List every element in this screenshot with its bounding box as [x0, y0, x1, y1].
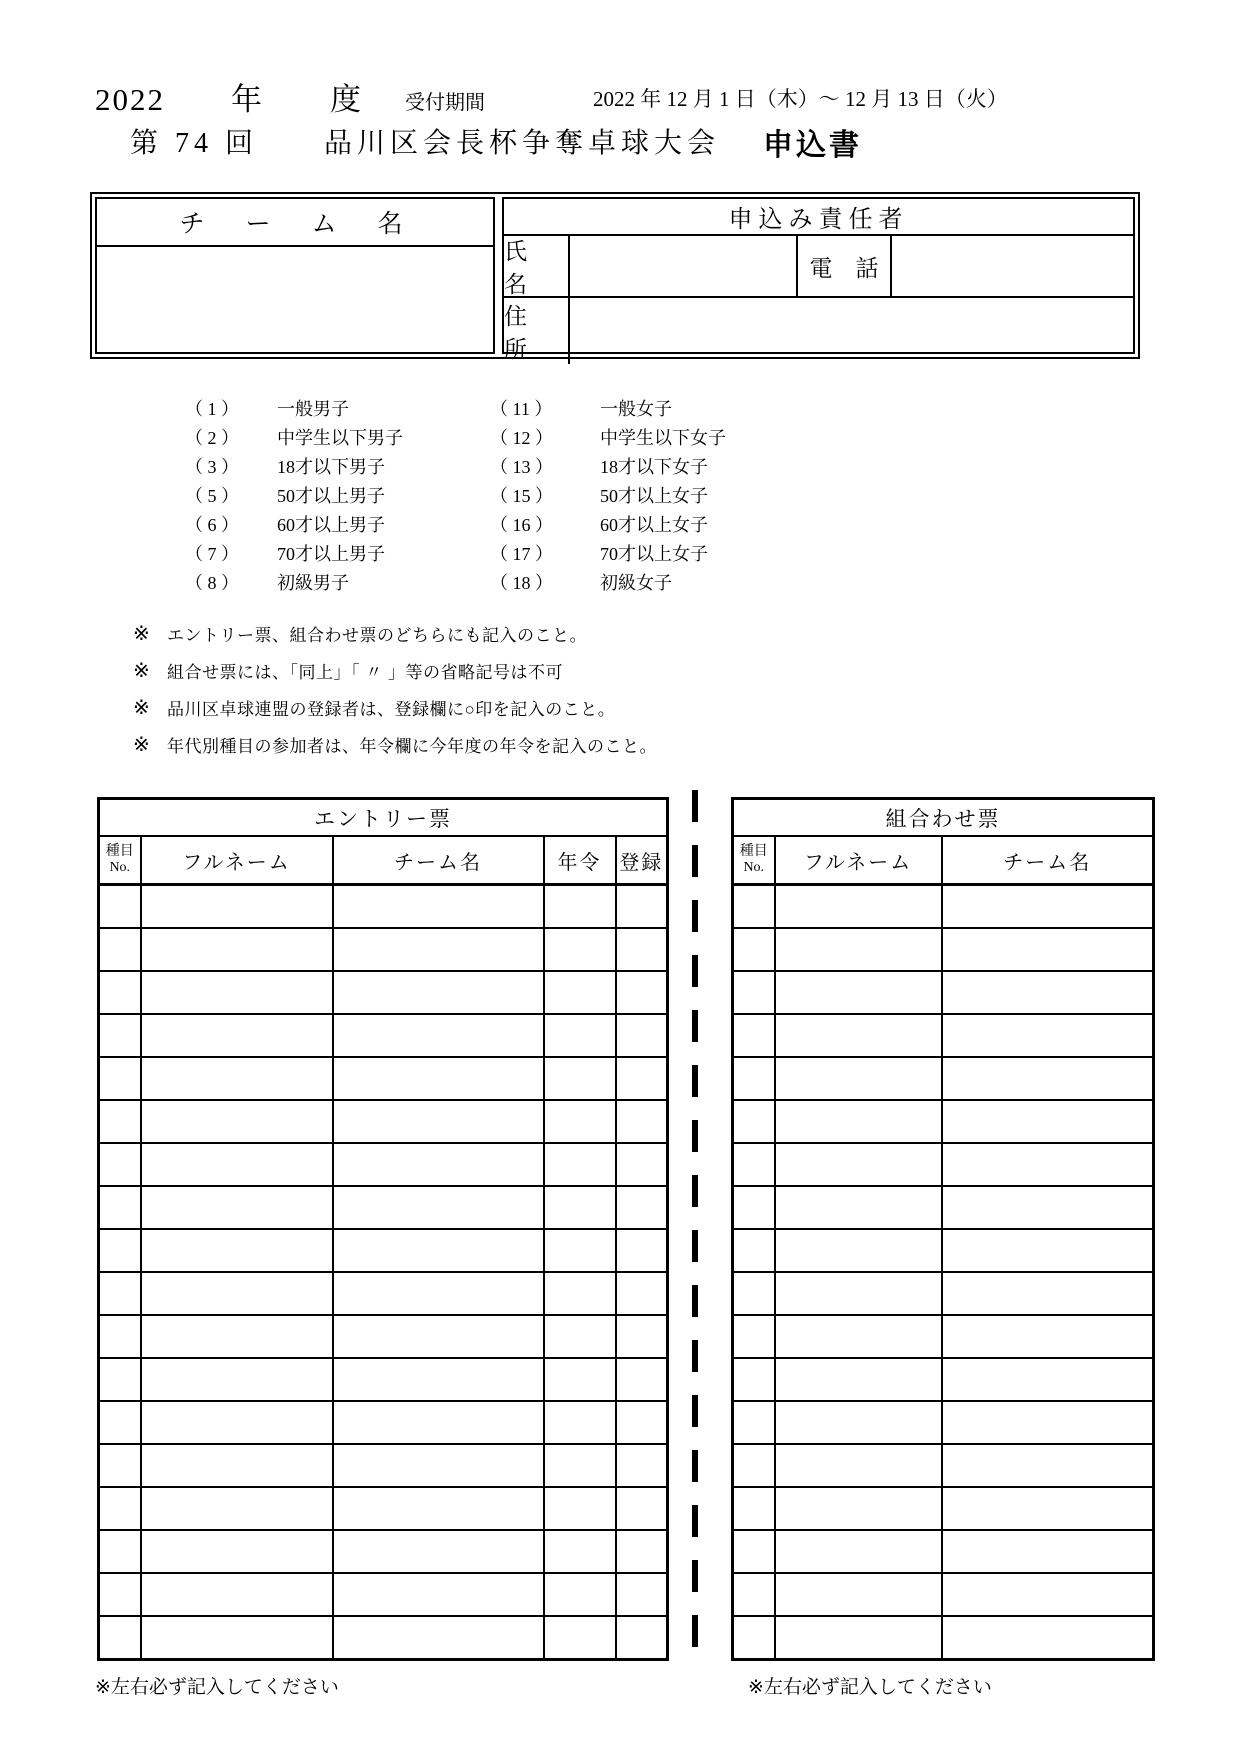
- matching_table-cell[interactable]: [733, 1272, 775, 1315]
- entry_table-cell[interactable]: [544, 1186, 616, 1229]
- matching_table-cell[interactable]: [733, 1229, 775, 1272]
- category-number: （ 2 ）: [185, 427, 239, 448]
- entry_table-cell[interactable]: [333, 1014, 544, 1057]
- matching_table-cell[interactable]: [775, 1573, 942, 1616]
- category-number: （ 15 ）: [490, 485, 553, 506]
- category-label: 18才以下女子: [600, 456, 708, 477]
- matching_table-cell[interactable]: [733, 1143, 775, 1186]
- category-label: 中学生以下女子: [600, 427, 726, 448]
- note-item: [133, 689, 657, 726]
- entry_table-cell[interactable]: [616, 1272, 668, 1315]
- category-item: [490, 509, 726, 538]
- category-item: [490, 567, 726, 596]
- matching_table-cell[interactable]: [775, 1358, 942, 1401]
- note-item: [133, 726, 657, 763]
- category-label: 一般女子: [600, 398, 672, 419]
- matching_table-row: [733, 1358, 1154, 1401]
- category-label: 初級男子: [277, 572, 349, 593]
- entry_table-row: [99, 1186, 668, 1229]
- entry_table-cell[interactable]: [333, 1143, 544, 1186]
- matching_table-cell[interactable]: [733, 928, 775, 971]
- entry_table-row: [99, 1014, 668, 1057]
- matching_table-cell[interactable]: [942, 1487, 1154, 1530]
- entry_table-cell[interactable]: [99, 1401, 141, 1444]
- name-input[interactable]: [570, 236, 796, 296]
- entry_table-cell[interactable]: [616, 1530, 668, 1573]
- entry_table-cell[interactable]: [616, 1057, 668, 1100]
- category-label: 50才以上男子: [277, 485, 385, 506]
- matching_table-row: [733, 885, 1154, 929]
- matching_table-cell[interactable]: [775, 1487, 942, 1530]
- entry_table-cell[interactable]: [141, 1487, 333, 1530]
- matching_table-cell[interactable]: [942, 1444, 1154, 1487]
- matching_table-cell[interactable]: [733, 1487, 775, 1530]
- category-item: [185, 567, 403, 596]
- matching_table-cell[interactable]: [942, 1616, 1154, 1660]
- category-label: 中学生以下男子: [277, 427, 403, 448]
- matching_table-row: [733, 1186, 1154, 1229]
- matching_table-row: [733, 1530, 1154, 1573]
- fiscal-year: 2022 年 度: [95, 82, 363, 117]
- note-text: 組合せ票には、「同上」「 〃 」等の省略記号は不可: [167, 663, 563, 682]
- category-item: [490, 538, 726, 567]
- category-item: [185, 538, 403, 567]
- entry_table-cell[interactable]: [333, 1401, 544, 1444]
- matching_table-cell[interactable]: [942, 1401, 1154, 1444]
- note-text: 品川区卓球連盟の登録者は、登録欄に○印を記入のこと。: [167, 700, 616, 719]
- no-label: No.: [743, 860, 765, 875]
- entry_table-cell[interactable]: [544, 971, 616, 1014]
- category-list-men: [185, 393, 403, 596]
- entry_table-cell[interactable]: [141, 1573, 333, 1616]
- matching_table-cell[interactable]: [775, 1229, 942, 1272]
- category-number: （ 5 ）: [185, 485, 239, 506]
- note-text: 年代別種目の参加者は、年令欄に今年度の年令を記入のこと。: [167, 737, 657, 756]
- entry_table-row: [99, 1358, 668, 1401]
- entry_table-row: [99, 1272, 668, 1315]
- entry_table-cell[interactable]: [544, 1229, 616, 1272]
- matching_table-row: [733, 1100, 1154, 1143]
- name-label: 氏 名: [504, 236, 570, 296]
- category-item: [490, 393, 726, 422]
- matching_table-row: [733, 1616, 1154, 1660]
- entry_table-row: [99, 928, 668, 971]
- matching_table-cell[interactable]: [942, 1057, 1154, 1100]
- entry_table-cell[interactable]: [99, 885, 141, 929]
- matching_table-cell[interactable]: [733, 1616, 775, 1660]
- phone-label: 電 話: [796, 236, 892, 296]
- entry-col-event-no: [99, 836, 141, 885]
- note-item: [133, 615, 657, 652]
- entry_table-cell[interactable]: [99, 1057, 141, 1100]
- matching_table-cell[interactable]: [942, 1573, 1154, 1616]
- entry_table-cell[interactable]: [544, 1100, 616, 1143]
- matching_table-cell[interactable]: [775, 971, 942, 1014]
- entry_table-cell[interactable]: [616, 1573, 668, 1616]
- entry_table-cell[interactable]: [544, 928, 616, 971]
- entry_table-row: [99, 1229, 668, 1272]
- address-input[interactable]: [570, 298, 1133, 364]
- matching_table-cell[interactable]: [733, 1530, 775, 1573]
- entry_table-cell[interactable]: [141, 1143, 333, 1186]
- matching_table-row: [733, 971, 1154, 1014]
- matching_table-cell[interactable]: [733, 1057, 775, 1100]
- category-label: 60才以上女子: [600, 514, 708, 535]
- name-phone-row: [504, 236, 1133, 298]
- matching_table-cell[interactable]: [942, 1315, 1154, 1358]
- entry_table-cell[interactable]: [616, 1358, 668, 1401]
- entry_table-cell[interactable]: [616, 1100, 668, 1143]
- entry_table-row: [99, 1487, 668, 1530]
- entry_table-cell[interactable]: [141, 1014, 333, 1057]
- entry_table-row: [99, 971, 668, 1014]
- entry_table-cell[interactable]: [99, 1229, 141, 1272]
- entry_table-cell[interactable]: [333, 1573, 544, 1616]
- entry_table-cell[interactable]: [99, 1100, 141, 1143]
- entry_table-cell[interactable]: [99, 1616, 141, 1660]
- entry_table-cell[interactable]: [544, 1573, 616, 1616]
- entry_table-cell[interactable]: [333, 1530, 544, 1573]
- entry-col-age: 年令: [544, 836, 616, 885]
- category-number: （ 1 ）: [185, 398, 239, 419]
- entry_table-cell[interactable]: [333, 1186, 544, 1229]
- category-item: [490, 451, 726, 480]
- matching_table-cell[interactable]: [733, 1573, 775, 1616]
- matching-table: [731, 797, 1155, 1661]
- entry_table-row: [99, 1143, 668, 1186]
- entry_table-cell[interactable]: [333, 928, 544, 971]
- entry_table-cell[interactable]: [99, 1487, 141, 1530]
- entry_table-cell[interactable]: [99, 971, 141, 1014]
- entry_table-cell[interactable]: [141, 1444, 333, 1487]
- reference-mark-icon: ※: [133, 623, 150, 645]
- category-label: 50才以上女子: [600, 485, 708, 506]
- entry_table-cell[interactable]: [141, 971, 333, 1014]
- reception-period-dates: 2022 年 12 月 1 日（木）～ 12 月 13 日（火）: [593, 87, 1008, 111]
- matching_table-cell[interactable]: [942, 1229, 1154, 1272]
- entry_table-cell[interactable]: [141, 1100, 333, 1143]
- category-number: （ 8 ）: [185, 572, 239, 593]
- entry_table-cell[interactable]: [616, 1014, 668, 1057]
- entry_table-cell[interactable]: [99, 1530, 141, 1573]
- category-list-women: [490, 393, 726, 596]
- entry_table-cell[interactable]: [616, 971, 668, 1014]
- category-item: [490, 480, 726, 509]
- entry_table-cell[interactable]: [141, 1186, 333, 1229]
- entry_table-cell[interactable]: [616, 1186, 668, 1229]
- entry_table-cell[interactable]: [544, 1444, 616, 1487]
- entry-table-footnote: ※左右必ず記入してください: [95, 1677, 339, 1698]
- matching_table-cell[interactable]: [775, 885, 942, 929]
- entry_table-row: [99, 1573, 668, 1616]
- entry_table-cell[interactable]: [616, 885, 668, 929]
- matching_table-cell[interactable]: [775, 1315, 942, 1358]
- entry_table-cell[interactable]: [333, 1100, 544, 1143]
- entry_table-cell[interactable]: [544, 1487, 616, 1530]
- matching_table-cell[interactable]: [733, 885, 775, 929]
- team-name-input[interactable]: [97, 247, 493, 352]
- no-label: No.: [109, 860, 131, 875]
- entry-col-team: チーム名: [333, 836, 544, 885]
- entry_table-cell[interactable]: [544, 1272, 616, 1315]
- category-label: 60才以上男子: [277, 514, 385, 535]
- entry_table-row: [99, 1616, 668, 1660]
- matching_table-cell[interactable]: [775, 1444, 942, 1487]
- note-text: エントリー票、組合わせ票のどちらにも記入のこと。: [167, 626, 587, 645]
- matching_table-row: [733, 1057, 1154, 1100]
- entry_table-cell[interactable]: [616, 1616, 668, 1660]
- matching_table-cell[interactable]: [775, 1143, 942, 1186]
- entry_table-cell[interactable]: [544, 1315, 616, 1358]
- entry_table-cell[interactable]: [333, 885, 544, 929]
- entry_table-cell[interactable]: [544, 1358, 616, 1401]
- entry_table-cell[interactable]: [99, 1186, 141, 1229]
- entry_table-cell[interactable]: [544, 1530, 616, 1573]
- entry_table-cell[interactable]: [141, 1272, 333, 1315]
- category-number: （ 17 ）: [490, 543, 553, 564]
- category-label: 一般男子: [277, 398, 349, 419]
- entry_table-cell[interactable]: [333, 1272, 544, 1315]
- entry_table-row: [99, 1057, 668, 1100]
- entry_table-cell[interactable]: [333, 971, 544, 1014]
- matching_table-cell[interactable]: [775, 1272, 942, 1315]
- category-number: （ 16 ）: [490, 514, 553, 535]
- category-item: [185, 451, 403, 480]
- form-title: 申込書: [763, 129, 862, 162]
- entry_table-cell[interactable]: [616, 1487, 668, 1530]
- matching_table-row: [733, 1444, 1154, 1487]
- matching_table-cell[interactable]: [775, 928, 942, 971]
- entry_table-cell[interactable]: [544, 1401, 616, 1444]
- entry_table-cell[interactable]: [99, 1143, 141, 1186]
- category-number: （ 7 ）: [185, 543, 239, 564]
- entry_table-cell[interactable]: [544, 885, 616, 929]
- matching_table-cell[interactable]: [942, 1100, 1154, 1143]
- entry_table-cell[interactable]: [333, 1057, 544, 1100]
- matching_table-cell[interactable]: [733, 1358, 775, 1401]
- entry_table-cell[interactable]: [99, 1272, 141, 1315]
- applicant-box: [502, 197, 1135, 362]
- category-number: （ 3 ）: [185, 456, 239, 477]
- matching_table-cell[interactable]: [775, 1616, 942, 1660]
- team-name-box: [95, 197, 495, 354]
- category-number: （ 13 ）: [490, 456, 553, 477]
- tournament-title: 第 74 回 品川区会長杯争奪卓球大会: [130, 128, 721, 159]
- team-name-label: チ ー ム 名: [97, 199, 493, 247]
- entry_table-cell[interactable]: [99, 1315, 141, 1358]
- category-item: [490, 422, 726, 451]
- matching_table-cell[interactable]: [942, 1014, 1154, 1057]
- entry_table-cell[interactable]: [616, 1444, 668, 1487]
- matching-col-team: チーム名: [942, 836, 1154, 885]
- event-label: 種目: [739, 843, 768, 859]
- entry_table-cell[interactable]: [616, 1315, 668, 1358]
- cut-dashed-line: [692, 790, 698, 1668]
- category-label: 70才以上女子: [600, 543, 708, 564]
- matching_table-row: [733, 1272, 1154, 1315]
- matching_table-row: [733, 1014, 1154, 1057]
- entry_table-cell[interactable]: [333, 1358, 544, 1401]
- entry_table-cell[interactable]: [99, 1444, 141, 1487]
- reception-period-label: 受付期間: [405, 92, 485, 114]
- entry_table-cell[interactable]: [544, 1057, 616, 1100]
- matching-table-title: 組合わせ票: [733, 799, 1154, 837]
- matching_table-cell[interactable]: [942, 1186, 1154, 1229]
- address-label: 住 所: [504, 298, 570, 364]
- entry-col-registration: 登録: [616, 836, 668, 885]
- matching-table-footnote: ※左右必ず記入してください: [748, 1677, 992, 1698]
- entry_table-cell[interactable]: [333, 1444, 544, 1487]
- entry-col-fullname: フルネーム: [141, 836, 333, 885]
- category-number: （ 6 ）: [185, 514, 239, 535]
- matching_table-cell[interactable]: [775, 1186, 942, 1229]
- entry_table-cell[interactable]: [141, 1315, 333, 1358]
- matching_table-cell[interactable]: [733, 1100, 775, 1143]
- matching_table-cell[interactable]: [942, 928, 1154, 971]
- entry_table-cell[interactable]: [141, 1057, 333, 1100]
- entry_table-cell[interactable]: [333, 1315, 544, 1358]
- entry_table-cell[interactable]: [544, 1014, 616, 1057]
- matching_table-cell[interactable]: [775, 1014, 942, 1057]
- matching_table-cell[interactable]: [775, 1401, 942, 1444]
- note-item: [133, 652, 657, 689]
- reference-mark-icon: ※: [133, 734, 150, 756]
- matching-col-fullname: フルネーム: [775, 836, 942, 885]
- entry_table-row: [99, 1401, 668, 1444]
- category-label: 18才以下男子: [277, 456, 385, 477]
- entry_table-cell[interactable]: [544, 1616, 616, 1660]
- applicant-header-label: 申込み責任者: [504, 199, 1133, 236]
- category-number: （ 18 ）: [490, 572, 553, 593]
- category-item: [185, 422, 403, 451]
- matching_table-cell[interactable]: [942, 1143, 1154, 1186]
- entry_table-cell[interactable]: [99, 1573, 141, 1616]
- entry_table-cell[interactable]: [141, 1616, 333, 1660]
- category-number: （ 11 ）: [490, 398, 553, 419]
- matching_table-cell[interactable]: [775, 1530, 942, 1573]
- entry-table: [97, 797, 669, 1661]
- address-row: [504, 298, 1133, 364]
- entry_table-cell[interactable]: [141, 1530, 333, 1573]
- entry_table-cell[interactable]: [141, 1401, 333, 1444]
- matching_table-cell[interactable]: [733, 1186, 775, 1229]
- entry_table-cell[interactable]: [141, 1358, 333, 1401]
- category-number: （ 12 ）: [490, 427, 553, 448]
- matching_table-cell[interactable]: [942, 1358, 1154, 1401]
- entry_table-cell[interactable]: [141, 885, 333, 929]
- matching_table-cell[interactable]: [733, 1014, 775, 1057]
- matching_table-row: [733, 1573, 1154, 1616]
- matching_table-row: [733, 1401, 1154, 1444]
- entry_table-cell[interactable]: [616, 1229, 668, 1272]
- matching_table-cell[interactable]: [775, 1100, 942, 1143]
- matching_table-cell[interactable]: [775, 1057, 942, 1100]
- category-item: [185, 480, 403, 509]
- matching_table-cell[interactable]: [733, 1315, 775, 1358]
- entry_table-cell[interactable]: [333, 1616, 544, 1660]
- category-label: 初級女子: [600, 572, 672, 593]
- entry_table-cell[interactable]: [616, 1143, 668, 1186]
- entry_table-row: [99, 1100, 668, 1143]
- event-label: 種目: [105, 843, 134, 859]
- matching_table-cell[interactable]: [733, 1444, 775, 1487]
- entry_table-cell[interactable]: [616, 928, 668, 971]
- entry_table-row: [99, 885, 668, 929]
- entry_table-cell[interactable]: [99, 1014, 141, 1057]
- entry_table-cell[interactable]: [544, 1143, 616, 1186]
- matching_table-row: [733, 1143, 1154, 1186]
- entry_table-cell[interactable]: [616, 1401, 668, 1444]
- matching_table-row: [733, 1487, 1154, 1530]
- matching_table-cell[interactable]: [733, 1401, 775, 1444]
- category-item: [185, 393, 403, 422]
- entry-table-title: エントリー票: [99, 799, 668, 837]
- entry_table-cell[interactable]: [333, 1487, 544, 1530]
- applicant-info-box: [90, 192, 1140, 362]
- matching_table-cell[interactable]: [942, 885, 1154, 929]
- entry_table-cell[interactable]: [333, 1229, 544, 1272]
- entry_table-row: [99, 1530, 668, 1573]
- entry_table-row: [99, 1315, 668, 1358]
- reference-mark-icon: ※: [133, 697, 150, 719]
- matching_table-row: [733, 1229, 1154, 1272]
- category-label: 70才以上男子: [277, 543, 385, 564]
- entry_table-cell[interactable]: [141, 928, 333, 971]
- matching_table-cell[interactable]: [942, 971, 1154, 1014]
- entry_table-cell[interactable]: [141, 1229, 333, 1272]
- matching-col-event-no: [733, 836, 775, 885]
- matching_table-cell[interactable]: [942, 1530, 1154, 1573]
- entry_table-cell[interactable]: [99, 928, 141, 971]
- phone-input[interactable]: [892, 236, 1133, 296]
- category-item: [185, 509, 403, 538]
- matching_table-row: [733, 928, 1154, 971]
- notes-list: [133, 615, 657, 763]
- entry_table-cell[interactable]: [99, 1358, 141, 1401]
- matching_table-row: [733, 1315, 1154, 1358]
- matching_table-cell[interactable]: [733, 971, 775, 1014]
- matching_table-cell[interactable]: [942, 1272, 1154, 1315]
- reference-mark-icon: ※: [133, 660, 150, 682]
- entry_table-row: [99, 1444, 668, 1487]
